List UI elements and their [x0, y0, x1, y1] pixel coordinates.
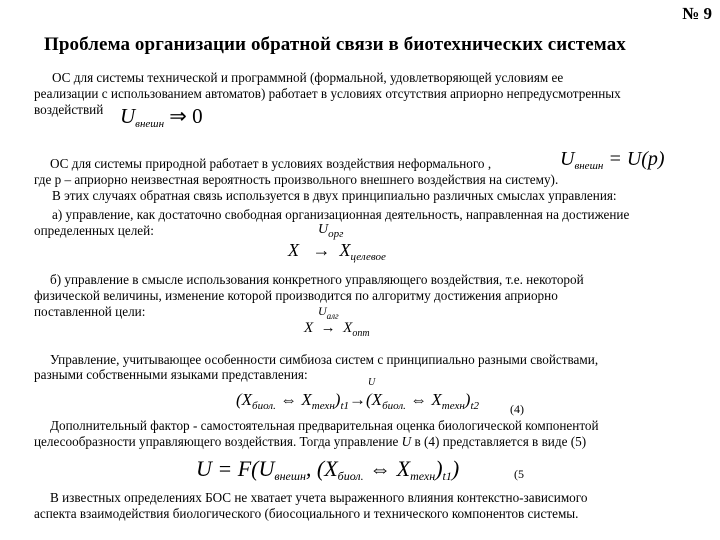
formula-x-opt: $X \to X_{опт}$ [304, 320, 370, 339]
formula-x-goal: X → $X_{целевое}$ [288, 240, 386, 263]
paragraph-line: а) управление, как достаточно свободная организационная деятельность, направленная на достижение [52, 207, 630, 222]
formula-u-external-p: $U_{внешн} = U(p)$ [560, 148, 665, 172]
equation-number-5: (5 [514, 467, 524, 481]
paragraph-line: Управление, учитывающее особенности симбиоза систем с принципиально разными свойствами, [50, 352, 599, 367]
paragraph-variable: U [401, 434, 412, 449]
page-title: Проблема организации обратной связи в биотехнических системах [44, 34, 626, 55]
paragraph-line: ОС для системы природной работает в условиях воздействия неформального , [50, 156, 492, 171]
paragraph-line: воздействий [34, 102, 104, 117]
formula-u-top: U [368, 377, 376, 388]
formula-u-external-zero: $U_{внешн}$ ⇒ 0 [120, 104, 203, 130]
paragraph-line: Дополнительный фактор - самостоятельная предварительная оценка биологической компонентой [50, 418, 599, 433]
formula-u-alg: $U_{алг}$ [318, 304, 339, 321]
paragraph-line: где p – априорно неизвестная вероятность произвольного внешнего воздействия на систему). [34, 172, 559, 187]
equation-number-4: (4) [510, 402, 524, 416]
slide-number: № 9 [682, 4, 712, 23]
paragraph-line: В этих случаях обратная связь используется в двух принципиально различных смыслах управления: [52, 188, 617, 203]
paragraph-line: реализации с использованием автоматов) работает в условиях отсутствия априорно непредусмотренных [34, 86, 621, 101]
paragraph-line: разными собственными языками представления: [34, 367, 308, 382]
paragraph-line: В известных определениях БОС не хватает учета выраженного влияния контекстно-зависимого [50, 490, 588, 505]
paragraph-line: ОС для системы технической и программной (формальной, удовлетворяющей условиям ее [52, 70, 564, 85]
formula-u-org: $U_{орг}$ [318, 222, 344, 240]
paragraph-text: целесообразности управляющего воздействия. Тогда управление [34, 434, 399, 449]
paragraph-line: б) управление в смысле использования конкретного управляющего воздействия, т.е. некоторой [50, 272, 584, 287]
formula-control-u: $U = F(U_{внешн}$, ($X_{биол.}$ ⇔ $X_{техн})_{t1}$) [196, 456, 460, 483]
paragraph-line: аспекта взаимодействия биологического (биосоциального и технического компонентов системы. [34, 506, 579, 521]
paragraph-line: определенных целей: [34, 223, 154, 238]
paragraph-line: поставленной цели: [34, 304, 146, 319]
formula-symbiosis: ($X_{биол.}$ ⇔ $X_{техн})_{t1}\to(X_{биол.}$ ⇔ $X_{техн})_{t2}$ [236, 390, 480, 412]
paragraph-line [34, 434, 714, 449]
paragraph-line: физической величины, изменение которой производится по алгоритму достижения априорно [34, 288, 558, 303]
paragraph-text: в (4) представляется в виде (5) [414, 434, 587, 449]
